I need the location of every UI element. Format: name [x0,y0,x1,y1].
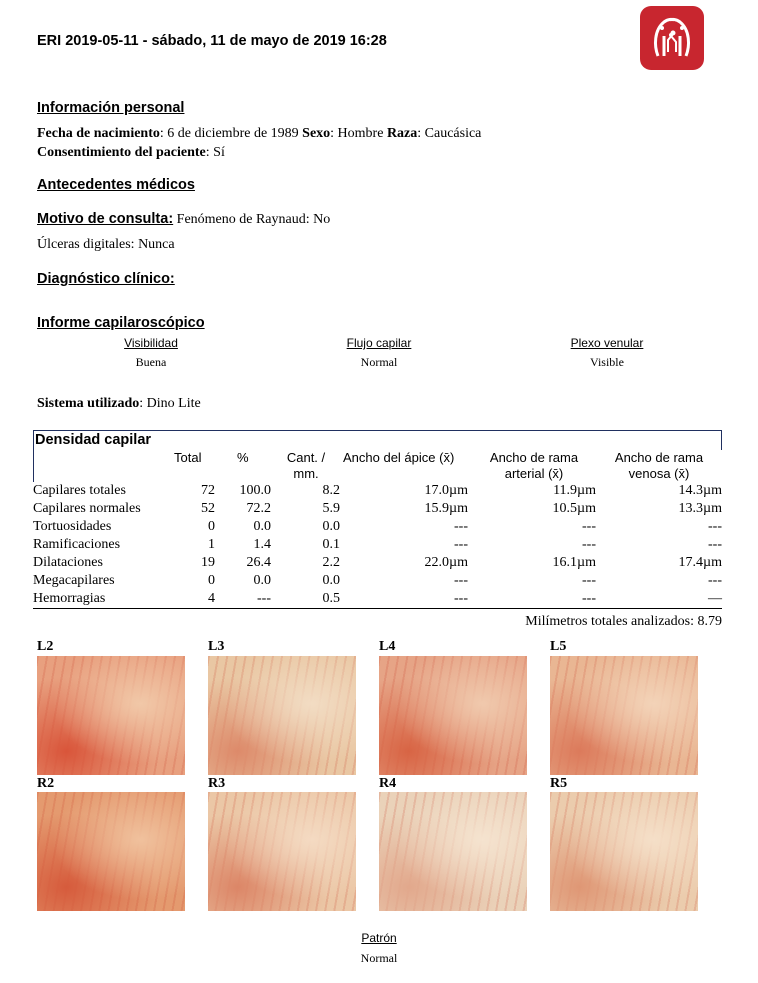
table-row [33,554,722,572]
report-heading: Informe capilaroscópico [37,315,205,331]
capillary-image-r3 [208,792,356,911]
flow-value: Normal [360,355,398,369]
header-cant-1: Cant. / [286,450,326,465]
header-venous [604,450,714,482]
plexus-label: Plexo venular [570,336,644,350]
cell-pct: --- [257,591,271,606]
density-header [33,450,722,482]
capillary-image-r5 [550,792,698,911]
sex-label: Sexo [302,126,331,141]
cell-name: Ramificaciones [33,537,121,552]
cell-art: --- [582,591,596,606]
cell-ven: --- [708,519,722,534]
cell-pct: 0.0 [253,573,271,588]
system-line [37,396,201,412]
image-label-l5: L5 [550,639,567,654]
cell-name: Hemorragias [33,591,106,606]
table-row [33,518,722,536]
race-label: Raza [386,126,418,141]
cell-cant: 0.0 [322,519,340,534]
flow-label: Flujo capilar [346,336,412,350]
cell-cant: 2.2 [322,555,340,570]
density-data [33,482,722,608]
reason-value: Fenómeno de Raynaud: No [173,212,331,227]
sex-value: : Hombre [330,126,387,141]
header-art-2: arterial (x̄) [504,466,564,481]
header-total: Total [174,450,202,465]
cell-total: 19 [201,555,215,570]
cell-art: 10.5µm [552,501,596,516]
cell-cant: 0.1 [322,537,340,552]
cell-ven: 14.3µm [678,483,722,498]
consent-line [37,145,225,161]
cell-ven: — [708,591,722,606]
image-label-l4: L4 [379,639,396,654]
capillary-image-l5 [550,656,698,775]
cell-name: Dilataciones [33,555,103,570]
consent-value: : Sí [205,145,225,160]
capillary-image-r2 [37,792,185,911]
cell-apex: --- [454,537,468,552]
plexus-column [493,336,721,370]
cell-apex: 15.9µm [424,501,468,516]
visibility-value: Buena [135,355,167,369]
cell-name: Capilares totales [33,483,126,498]
reason-label: Motivo de consulta: [37,211,174,227]
diagnosis-heading: Diagnóstico clínico: [37,271,175,287]
header-pct: % [237,450,249,465]
system-value: : Dino Lite [139,396,201,411]
cell-apex: --- [454,519,468,534]
cell-apex: --- [454,573,468,588]
cell-pct: 0.0 [253,519,271,534]
image-label-r2: R2 [37,776,55,791]
header-art-1: Ancho de rama [489,450,579,465]
cell-total: 4 [208,591,215,606]
cell-apex: 22.0µm [424,555,468,570]
table-row [33,536,722,554]
cell-name: Capilares normales [33,501,141,516]
cell-pct: 72.2 [246,501,271,516]
total-mm: Milímetros totales analizados: 8.79 [525,614,722,629]
header-ven-2: venosa (x̄) [628,466,690,481]
header-arterial [479,450,589,482]
pattern-block [300,931,458,966]
cell-art: --- [582,519,596,534]
image-label-l3: L3 [208,639,225,654]
image-label-r5: R5 [550,776,568,791]
race-value: : Caucásica [417,126,482,141]
cell-total: 1 [208,537,215,552]
plexus-value: Visible [590,355,624,369]
personal-info-line1 [37,126,481,142]
cell-art: --- [582,537,596,552]
capillary-image-l2 [37,656,185,775]
cell-cant: 5.9 [322,501,340,516]
cell-cant: 0.0 [322,573,340,588]
table-row [33,590,722,608]
personal-info-heading: Información personal [37,100,185,116]
capillary-image-l3 [208,656,356,775]
density-title: Densidad capilar [33,430,722,450]
visibility-column [37,336,265,370]
page-title: ERI 2019-05-11 - sábado, 11 de mayo de 2019 16:28 [37,33,387,49]
density-table [33,430,722,609]
system-label: Sistema utilizado [37,396,140,411]
visibility-label: Visibilidad [124,336,178,350]
reason-line [37,211,330,228]
cell-ven: 13.3µm [678,501,722,516]
cell-ven: --- [708,537,722,552]
cell-apex: --- [454,591,468,606]
cell-ven: 17.4µm [678,555,722,570]
cell-total: 0 [208,519,215,534]
cell-total: 0 [208,573,215,588]
table-row [33,482,722,500]
birth-label: Fecha de nacimiento [37,126,160,141]
cell-cant: 8.2 [322,483,340,498]
consent-label: Consentimiento del paciente [37,145,206,160]
header-cant [284,450,328,482]
flow-column [265,336,493,370]
birth-value: : 6 de diciembre de 1989 [159,126,303,141]
capillary-image-l4 [379,656,527,775]
cell-art: 11.9µm [553,483,596,498]
history-heading: Antecedentes médicos [37,177,195,193]
capillary-image-r4 [379,792,527,911]
cell-ven: --- [708,573,722,588]
table-bottom-rule [33,608,722,609]
cell-total: 72 [201,483,215,498]
ulcers-line: Úlceras digitales: Nunca [37,237,175,252]
image-label-l2: L2 [37,639,54,654]
cell-pct: 26.4 [246,555,271,570]
header-apex: Ancho del ápice (x̄) [343,450,455,465]
image-label-r3: R3 [208,776,226,791]
cell-name: Megacapilares [33,573,115,588]
cell-cant: 0.5 [322,591,340,606]
app-logo [640,6,704,70]
pattern-label: Patrón [361,931,397,945]
hands-capillary-icon [640,6,704,70]
pattern-value: Normal [360,951,398,965]
table-row [33,572,722,590]
table-row [33,500,722,518]
cell-art: 16.1µm [552,555,596,570]
header-ven-1: Ancho de rama [614,450,704,465]
cell-name: Tortuosidades [33,519,112,534]
header-cant-2: mm. [293,466,319,481]
cell-pct: 100.0 [239,483,271,498]
image-label-r4: R4 [379,776,397,791]
cell-total: 52 [201,501,215,516]
cell-apex: 17.0µm [424,483,468,498]
cell-art: --- [582,573,596,588]
cell-pct: 1.4 [253,537,271,552]
